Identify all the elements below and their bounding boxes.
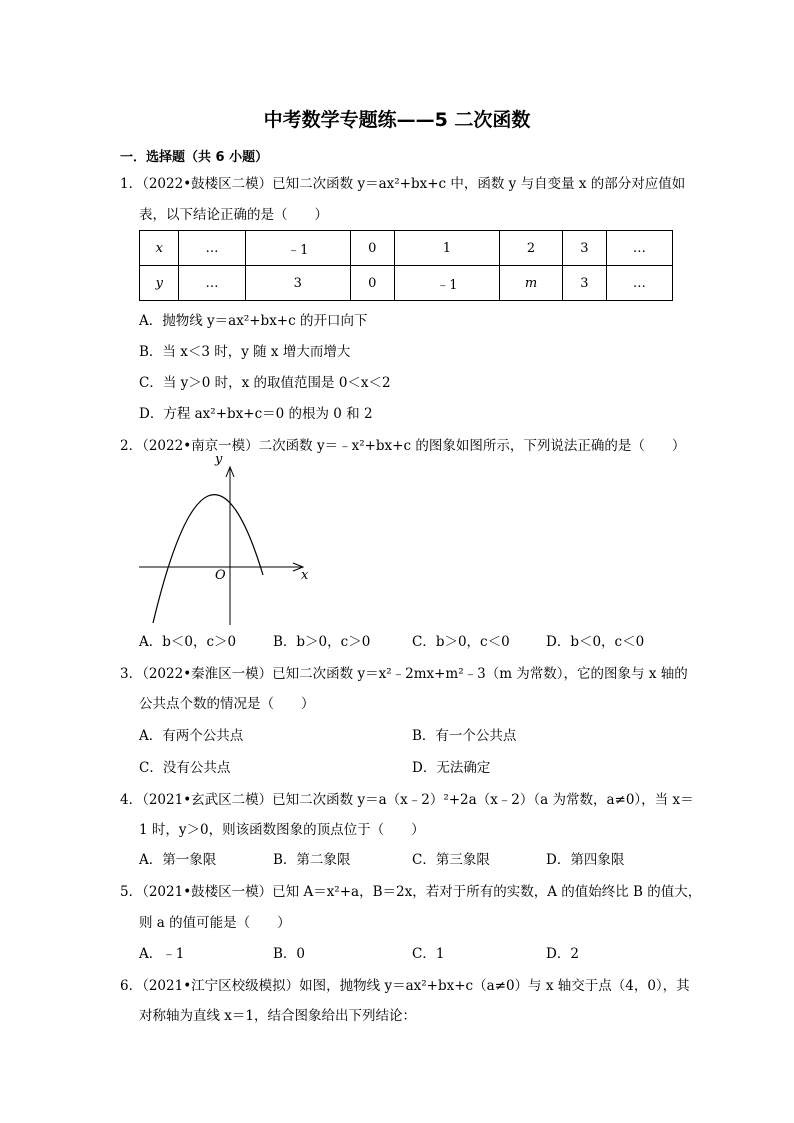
q1-value-table	[139, 230, 673, 301]
page-title: 中考数学专题练——5 二次函数	[263, 109, 531, 131]
q4-option-d: D．第四象限	[546, 852, 625, 868]
table-row-y	[140, 266, 673, 301]
q6-stem-line2: 对称轴为直线 x＝1，结合图象给出下列结论：	[139, 1008, 416, 1024]
parabola-curve	[153, 495, 263, 623]
table-cell: ﹣1	[394, 266, 499, 301]
q2-option-d: D．b＜0，c＜0	[546, 634, 645, 650]
q3-option-a: A．有两个公共点	[139, 728, 244, 744]
table-cell: m	[500, 266, 563, 301]
q3-stem-line2: 公共点个数的情况是（ ）	[139, 696, 315, 712]
q3-option-d: D．无法确定	[412, 760, 491, 776]
q2-stem: 2．（2022•南京一模）二次函数 y＝﹣x²+bx+c 的图象如图所示，下列说法正确的是（ ）	[120, 438, 686, 454]
table-cell: …	[606, 231, 672, 266]
table-cell: …	[606, 266, 672, 301]
q1-stem-line1: 1．（2022•鼓楼区二模）已知二次函数 y＝ax²+bx+c 中，函数 y 与自变量 x 的部分对应值如	[120, 176, 686, 192]
y-axis-label: y	[215, 455, 223, 467]
q6-stem-line1: 6．（2021•江宁区校级模拟）如图，抛物线 y＝ax²+bx+c（a≠0）与 x 轴交于点（4，0），其	[120, 978, 690, 994]
q4-option-b: B．第二象限	[273, 852, 351, 868]
table-cell: x	[140, 231, 179, 266]
section-heading: 一．选择题（共 6 小题）	[120, 150, 269, 165]
q3-option-c: C．没有公共点	[139, 760, 231, 776]
table-cell: 2	[500, 231, 563, 266]
table-cell: …	[179, 231, 245, 266]
origin-label: O	[215, 568, 226, 583]
q1-option-a: A．抛物线 y＝ax²+bx+c 的开口向下	[139, 313, 368, 329]
q2-parabola-graph	[135, 455, 325, 630]
q5-option-c: C．1	[412, 946, 445, 962]
q4-stem-line2: 1 时，y＞0，则该函数图象的顶点位于（ ）	[139, 822, 425, 838]
q1-option-c: C．当 y＞0 时，x 的取值范围是 0＜x＜2	[139, 375, 391, 391]
table-cell: 1	[394, 231, 499, 266]
table-cell: 0	[350, 266, 394, 301]
q5-stem-line1: 5．（2021•鼓楼区一模）已知 A＝x²+a，B＝2x，若对于所有的实数，A 的值始终比 B 的值大，	[120, 884, 702, 900]
q3-option-b: B．有一个公共点	[412, 728, 517, 744]
q5-option-a: A．﹣1	[139, 946, 185, 962]
table-cell: 3	[245, 266, 350, 301]
table-cell: ﹣1	[245, 231, 350, 266]
q5-option-d: D．2	[546, 946, 579, 962]
table-cell: 3	[562, 231, 606, 266]
q4-option-a: A．第一象限	[139, 852, 217, 868]
table-cell: 3	[562, 266, 606, 301]
q3-stem-line1: 3．（2022•秦淮区一模）已知二次函数 y＝x²﹣2mx+m²﹣3（m 为常数），它的图象与 x 轴的	[120, 666, 688, 682]
x-axis-label: x	[301, 568, 309, 583]
table-row-x	[140, 231, 673, 266]
q5-option-b: B．0	[273, 946, 306, 962]
q1-option-d: D．方程 ax²+bx+c＝0 的根为 0 和 2	[139, 406, 373, 422]
q5-stem-line2: 则 a 的值可能是（ ）	[139, 915, 291, 931]
q2-option-a: A．b＜0，c＞0	[139, 634, 237, 650]
table-cell: y	[140, 266, 179, 301]
q2-option-c: C．b＞0，c＜0	[412, 634, 510, 650]
q4-stem-line1: 4．（2021•玄武区二模）已知二次函数 y＝a（x﹣2）²+2a（x﹣2）（a 为常数，a≠0），当 x＝	[120, 792, 694, 808]
q1-option-b: B．当 x＜3 时，y 随 x 增大而增大	[139, 344, 351, 360]
table-cell: …	[179, 266, 245, 301]
q4-option-c: C．第三象限	[412, 852, 490, 868]
q2-option-b: B．b＞0，c＞0	[273, 634, 371, 650]
table-cell: 0	[350, 231, 394, 266]
q1-stem-line2: 表，以下结论正确的是（ ）	[139, 207, 328, 223]
